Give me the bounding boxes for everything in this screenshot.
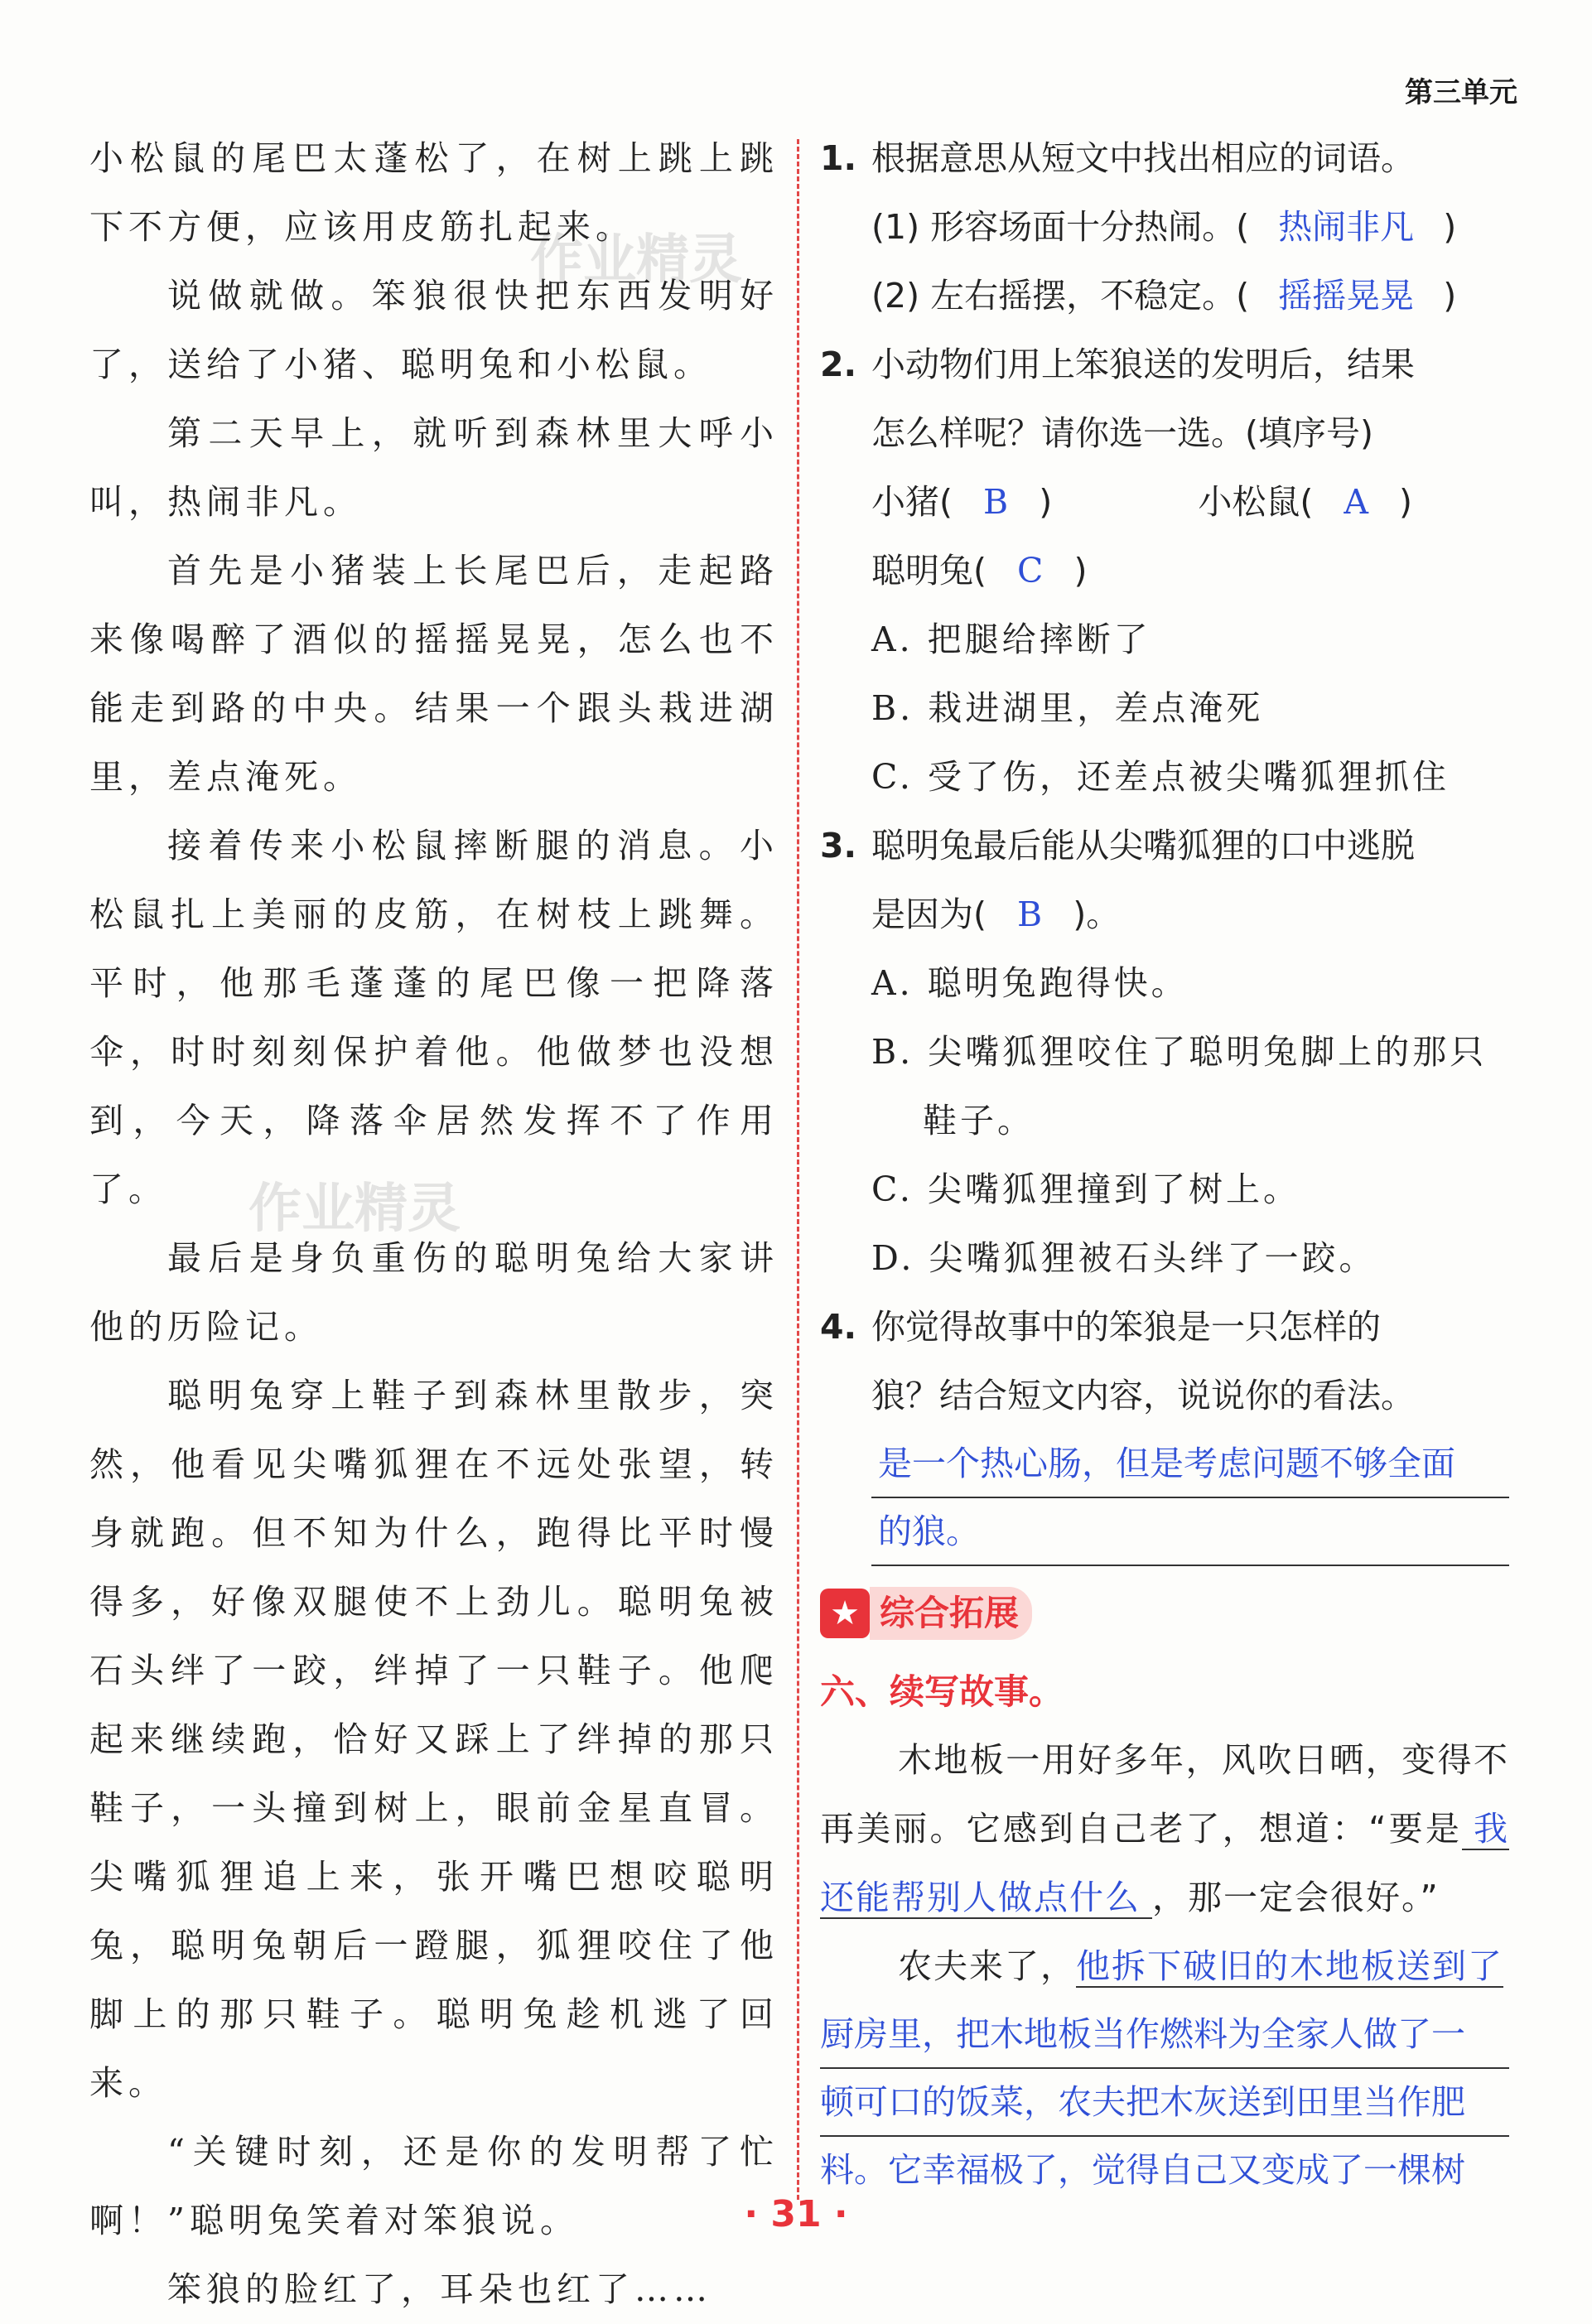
- stem-text: 是因为(: [871, 894, 987, 934]
- item-close: ): [1443, 276, 1457, 316]
- question-stem: 根据意思从短文中找出相应的词语。: [871, 138, 1415, 178]
- question-stem: [871, 880, 1509, 949]
- question-number: 3.: [820, 826, 857, 865]
- item-text: (1) 形容场面十分热闹。(: [871, 207, 1250, 247]
- story-paragraph: 笨狼的脸红了，耳朵也红了……: [167, 2269, 712, 2309]
- continuation-paragraph: [820, 1932, 1509, 2001]
- unit-title: 第三单元: [1405, 76, 1517, 109]
- story-column: [89, 124, 779, 2324]
- answer-row: [871, 468, 1509, 537]
- question-2: [820, 330, 1509, 605]
- question-stem: 聪明兔最后能从尖嘴狐狸的口中逃脱: [871, 826, 1415, 865]
- answer-line: 顿可口的饭菜，农夫把木灰送到田里当作肥: [820, 2069, 1509, 2137]
- question-3: [820, 812, 1509, 949]
- column-divider: [797, 139, 799, 2200]
- close-paren: ): [1399, 482, 1413, 522]
- rabbit-label: 聪明兔(: [871, 551, 987, 591]
- option: A. 聪明兔跑得快。: [871, 963, 1189, 1003]
- item-close: ): [1443, 207, 1457, 247]
- question-stem: 怎么样呢？请你选一选。(填序号): [871, 413, 1373, 453]
- answer-text: 摇摇晃晃: [1278, 276, 1415, 316]
- question-item: [871, 193, 1509, 262]
- pig-label: 小猪(: [871, 482, 953, 522]
- star-icon: ★: [820, 1589, 870, 1638]
- story-paragraph: 最后是身负重伤的聪明兔给大家讲他的历险记。: [89, 1238, 779, 1347]
- continuation-paragraph: [820, 1726, 1509, 1932]
- page-number: · 31 ·: [744, 2193, 848, 2235]
- story-paragraph: 接着传来小松鼠摔断腿的消息。小松鼠扎上美丽的皮筋，在树枝上跳舞。平时，他那毛蓬蓬的尾巴像一把降落伞，时时刻刻保护着他。他做梦也没想到，今天，降落伞居然发挥不了作用了。: [89, 826, 779, 1209]
- question-stem: 狼？结合短文内容，说说你的看法。: [871, 1376, 1415, 1415]
- answer-text: C: [1017, 551, 1044, 591]
- answer-text: 他拆下破旧的木地板送到了: [1076, 1946, 1503, 1986]
- option: C. 受了伤，还差点被尖嘴狐狸抓住: [871, 757, 1450, 797]
- question-stem: 小动物们用上笨狼送的发明后，结果: [871, 345, 1415, 384]
- question-4: [820, 1293, 1509, 1430]
- option: D. 尖嘴狐狸被石头绊了一跤。: [871, 1238, 1377, 1278]
- close-paren: ): [1039, 482, 1053, 522]
- answer-text: A: [1344, 482, 1368, 522]
- answer-line: 料。它幸福极了，觉得自己又变成了一棵树: [820, 2150, 1465, 2190]
- close-paren: ): [1073, 551, 1088, 591]
- item-text: (2) 左右摇摆，不稳定。(: [871, 276, 1250, 316]
- option: B. 尖嘴狐狸咬住了聪明兔脚上的那只鞋子。: [871, 1032, 1488, 1140]
- question-stem: 你觉得故事中的笨狼是一只怎样的: [871, 1307, 1381, 1347]
- paragraph-text: 农夫来了，: [898, 1946, 1076, 1986]
- answer-line: 厨房里，把木地板当作燃料为全家人做了一: [820, 2001, 1509, 2069]
- paragraph-text: ，那一定会很好。”: [1152, 1878, 1440, 1917]
- story-paragraph: 说做就做。笨狼很快把东西发明好了，送给了小猪、聪明兔和小松鼠。: [89, 276, 779, 384]
- watermark: 作业精灵: [530, 229, 742, 291]
- question-item: [871, 262, 1509, 330]
- answer-line: 是一个热心肠，但是考虑问题不够全面: [871, 1430, 1509, 1498]
- squirrel-label: 小松鼠(: [1198, 482, 1314, 522]
- question-number: 2.: [820, 345, 857, 384]
- option: C. 尖嘴狐狸撞到了树上。: [871, 1169, 1300, 1209]
- story-paragraph: 首先是小猪装上长尾巴后，走起路来像喝醉了酒似的摇摇晃晃，怎么也不能走到路的中央。结果一个跟头栽进湖里，差点淹死。: [89, 551, 779, 797]
- paragraph-text: 木地板一用好多年，风吹日晒，变得不再美丽。它感到自己老了，想道：“要是: [820, 1740, 1509, 1849]
- answer-text: B: [1017, 894, 1043, 934]
- story-paragraph: 聪明兔穿上鞋子到森林里散步，突然，他看见尖嘴狐狸在不远处张望，转身就跑。但不知为什么，跑得比平时慢得多，好像双腿使不上劲儿。聪明兔被石头绊了一跤，绊掉了一只鞋子。他爬起来继续跑，恰好又踩上了绊掉的那只鞋子，一头撞到树上，眼前金星直冒。尖嘴狐狸追上来，张开嘴巴想咬聪明兔，聪明兔朝后一蹬腿，狐狸咬住了他脚上的那只鞋子。聪明兔趁机逃了回来。: [89, 1376, 779, 2103]
- section-title: 六、续写故事。: [820, 1671, 1064, 1712]
- stem-text: )。: [1073, 894, 1121, 934]
- option: A. 把腿给摔断了: [871, 620, 1151, 659]
- story-paragraph: 第二天早上，就听到森林里大呼小叫，热闹非凡。: [89, 413, 779, 522]
- question-number: 1.: [820, 138, 857, 178]
- story-paragraph: 小松鼠的尾巴太蓬松了，在树上跳上跳下不方便，应该用皮筋扎起来。: [89, 138, 779, 247]
- section-tag: [820, 1584, 1032, 1642]
- option: B. 栽进湖里，差点淹死: [871, 688, 1264, 728]
- fill-blank: 我还能帮别人做点什么: [820, 1809, 1509, 1917]
- section-tag-label: 综合拓展: [870, 1587, 1032, 1640]
- question-number: 4.: [820, 1307, 857, 1347]
- answer-text: B: [983, 482, 1009, 522]
- answer-row: [871, 537, 1509, 605]
- question-1: [820, 124, 1509, 330]
- answer-line: 的狼。: [871, 1498, 1509, 1566]
- answer-text: 热闹非凡: [1278, 207, 1415, 247]
- questions-column: [820, 124, 1509, 2203]
- story-paragraph: “关键时刻，还是你的发明帮了忙啊！”聪明兔笑着对笨狼说。: [89, 2132, 779, 2240]
- watermark: 作业精灵: [248, 1179, 461, 1240]
